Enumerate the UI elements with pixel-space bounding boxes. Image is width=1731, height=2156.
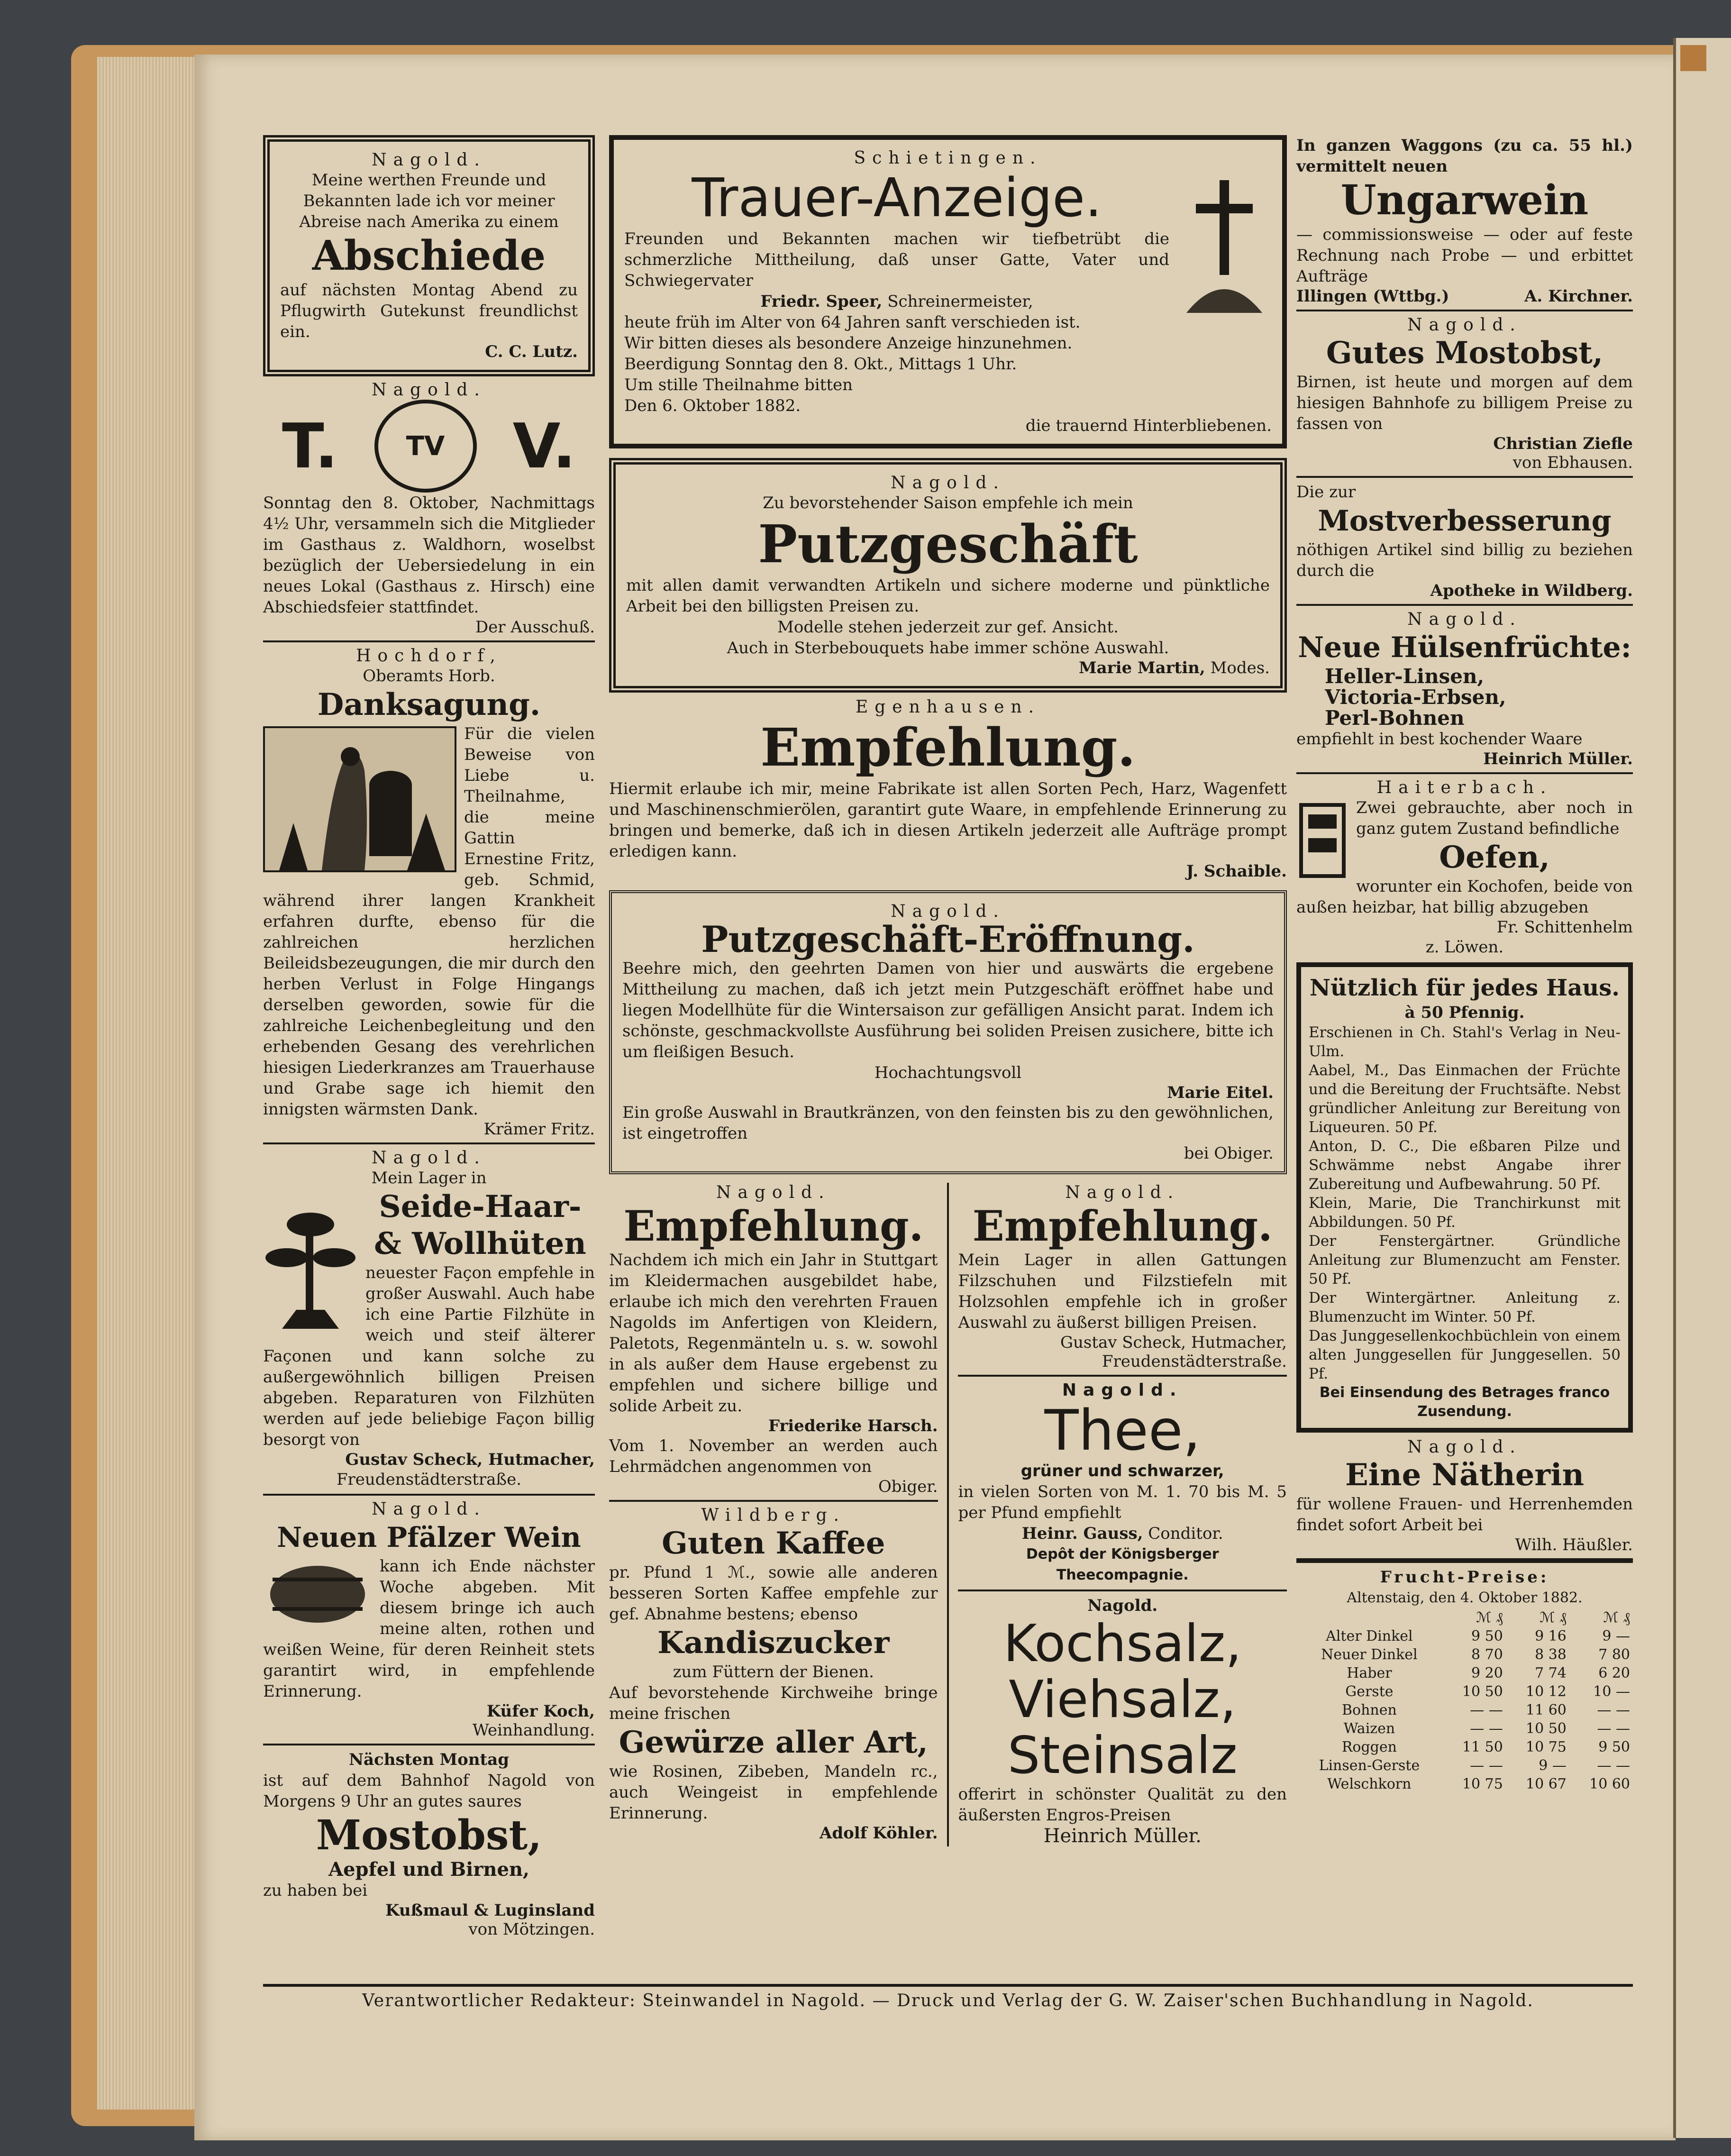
price-low: 7 80 (1598, 1646, 1630, 1663)
ad-price: à 50 Pfennig. (1404, 1003, 1525, 1022)
ad-text: Um stille Theilnahme bitten (624, 375, 853, 394)
product-item: Victoria-Erbsen, (1325, 685, 1506, 709)
unit-label: ₰ (1559, 1609, 1567, 1626)
ad-heading: Oefen, (1439, 840, 1550, 875)
ad-subheading: grüner und schwarzer, (1020, 1462, 1224, 1480)
ad-subplace: Oberamts Horb. (363, 667, 495, 685)
ad-signature: Adolf Köhler. (819, 1824, 938, 1843)
prices-heading: Frucht-Preise: (1380, 1568, 1549, 1587)
ad-heading: & Wollhüten (374, 1226, 586, 1261)
ad-place: Nagold. (1407, 315, 1522, 335)
ad-signature: Küfer Koch, (486, 1702, 595, 1721)
grain-name: Roggen (1341, 1739, 1397, 1755)
memorial-cross-icon (1177, 171, 1272, 313)
ad-subheading: Aepfel und Birnen, (328, 1858, 529, 1881)
ad-signature-title: Modes. (1210, 658, 1270, 677)
wine-barrel-icon (263, 1559, 372, 1630)
ad-signature: Heinr. Gauss, (1021, 1524, 1143, 1543)
ad-text: Für die vielen Beweise von Liebe u. Theilnahme, die meine Gattin Ernestine Fritz, geb. Schmid, während ihrer langen Krankheit erfahren durfte, ebenso für die zahlreichen herzlichen Beileidsbezeugungen, die mir durch den herben Verlust in Folge Hingangs derselben geworden, sowie für die zahlreiche Leichenbegleitung und den erhebenden Gesang des verehrlichen hiesigen Liederkranzes am Trauerhause und Grabe sage ich hiemit den innigsten wärmsten Dank. (263, 724, 595, 1119)
ad-danksagung (263, 646, 595, 1139)
ad-footer: Bei Einsendung des Betrages franco Zusendung. (1319, 1384, 1610, 1420)
ad-intro: Nächsten Montag (348, 1750, 510, 1769)
price-mid: 11 60 (1526, 1702, 1567, 1718)
grain-name: Gerste (1345, 1683, 1394, 1700)
product-item: Perl-Bohnen (1325, 706, 1465, 730)
ad-text: Wir bitten dieses als besondere Anzeige hinzunehmen. (624, 334, 1073, 353)
ad-text: worunter ein Kochofen, beide von außen heizbar, hat billig abzugeben (1296, 877, 1633, 917)
price-low: — — (1597, 1720, 1630, 1737)
price-low: 9 — (1602, 1628, 1630, 1644)
ad-heading: Nützlich für jedes Haus. (1310, 975, 1620, 1001)
facing-page-edge (1673, 38, 1731, 2138)
ad-trauer-anzeige (609, 135, 1287, 448)
table-row (1296, 1756, 1633, 1775)
table-row (1296, 1738, 1633, 1756)
ad-buecher (1296, 962, 1633, 1433)
ad-text: mit allen damit verwandten Artikeln und sichere moderne und pünktliche Arbeit bei den billigsten Preisen zu. (626, 576, 1270, 616)
ad-text: neuester Façon empfehle in großer Auswahl. Auch habe ich eine Partie Filzhüte in weich und steif älterer Façonen und kann solche zu außergewöhnlich billigen Preisen abgeben. Reparaturen von Filzhüten werden auf jede beliebige Façon billig besorgt von (263, 1263, 595, 1449)
ad-text: Nachdem ich mich ein Jahr in Stuttgart im Kleidermachen ausgebildet habe, erlaube ich mich den verehrten Frauen Nagolds im Anfertigen von Kleidern, Paletots, Regenmänteln u. s. w. sowohl in als außer dem Hause ergebenst zu empfehlen und sichere billige und solide Arbeit zu. (609, 1251, 938, 1416)
ad-heading: Gewürze aller Art, (619, 1725, 928, 1760)
ad-text: empfiehlt in best kochender Waare (1296, 730, 1583, 749)
ad-place: Nagold. (1062, 1380, 1183, 1400)
ad-text: ist auf dem Bahnhof Nagold von Morgens 9 Uhr an gutes saures (263, 1771, 595, 1811)
ad-signature: Kußmaul & Luginsland (385, 1901, 595, 1920)
prices-table (1296, 1608, 1633, 1793)
ad-signature: Gustav Scheck, Hutmacher, (1060, 1333, 1287, 1352)
book-item: Aabel, M., Das Einmachen der Früchte und die Bereitung der Fruchtsäfte. Nebst gründlicher Anleitung zur Bereitung von Liqueuren. 50 Pf. (1309, 1062, 1621, 1136)
price-mid: 10 50 (1526, 1720, 1567, 1737)
price-high: 9 20 (1471, 1665, 1503, 1681)
ad-heading: Trauer-Anzeige. (692, 167, 1102, 229)
ad-signature: Marie Eitel. (1167, 1083, 1274, 1102)
ad-ungarwein (1296, 135, 1633, 306)
grain-name: Haber (1347, 1665, 1392, 1681)
ad-heading: Neue Hülsenfrüchte: (1298, 631, 1631, 664)
table-header-row (1296, 1608, 1633, 1627)
price-high: 8 70 (1471, 1646, 1503, 1663)
imprint-footer: Verantwortlicher Redakteur: Steinwandel in Nagold. — Druck und Verlag der G. W. Zaiser'schen Buchhandlung in Nagold. (362, 1991, 1534, 2010)
ad-text: Auch in Sterbebouquets habe immer schöne Auswahl. (727, 639, 1169, 658)
ad-empfehlung-harsch (609, 1183, 938, 1496)
ad-mostverbesserung (1296, 482, 1633, 600)
ad-text: Sonntag den 8. Oktober, Nachmittags 4½ Uhr, versammeln sich die Mitglieder im Gasthaus z. Waldhorn, woselbst bezüglich der Uebersiedelung in ein neues Lokal (Gasthaus z. Hirsch) eine Abschiedsfeier stattfindet. (263, 493, 595, 617)
unit-label: ₰ (1495, 1609, 1503, 1626)
unit-label: ₰ (1623, 1609, 1630, 1626)
price-low: 10 60 (1589, 1776, 1630, 1792)
column-middle (609, 135, 1287, 1846)
ad-date: Den 6. Oktober 1882. (624, 396, 801, 415)
ad-signature-line: Freudenstädterstraße. (336, 1470, 522, 1489)
ad-heading: Kochsalz, (1003, 1614, 1242, 1673)
ad-text: pr. Pfund 1 ℳ., sowie alle anderen besseren Sorten Kaffee empfehle zur gef. Abnahme bestens; ebenso (609, 1563, 938, 1624)
ad-text: für wollene Frauen- und Herrenhemden findet sofort Arbeit bei (1296, 1495, 1633, 1535)
ad-signature: A. Kirchner. (1524, 287, 1633, 306)
table-row (1296, 1664, 1633, 1682)
ad-signature: Heinrich Müller. (1043, 1825, 1202, 1847)
ad-signature: die trauernd Hinterbliebenen. (1025, 416, 1272, 435)
ad-wein (263, 1499, 595, 1740)
ad-text: Beehre mich, den geehrten Damen von hier und auswärts die ergebene Mittheilung zu machen, daß ich jetzt mein Putzgeschäft eröffnet habe und liegen Modellhüte für die Wintersaison zur gefälligen Ansicht parat. Indem ich schönste, geschmackvollste Ausführung bei soliden Preisen zusichere, bitte ich um fleißigen Besuch. (622, 959, 1274, 1061)
tv-letter-v: V. (512, 410, 576, 482)
ad-greeting: Hochachtungsvoll (874, 1063, 1022, 1082)
book-item: Das Junggesellenkochbüchlein von einem alten Junggesellen für Junggesellen. 50 Pf. (1309, 1327, 1621, 1382)
ad-abschiede (263, 135, 595, 376)
price-high: 10 50 (1462, 1683, 1503, 1700)
price-high: — — (1470, 1702, 1503, 1718)
price-high: — — (1470, 1757, 1503, 1774)
price-low: 6 20 (1598, 1665, 1630, 1681)
price-low: 10 — (1593, 1683, 1630, 1700)
ad-signature: Gustav Scheck, Hutmacher, (345, 1450, 595, 1469)
ad-oefen (1296, 778, 1633, 958)
ad-intro: Erschienen in Ch. Stahl's Verlag in Neu-Ulm. (1309, 1024, 1621, 1060)
ad-signature-line: Freudenstädterstraße. (1102, 1352, 1287, 1371)
ad-place: Nagold. (372, 1148, 486, 1168)
footer-rule (263, 1984, 1633, 1987)
ad-place: Nagold. (716, 1183, 831, 1202)
ad-signature: C. C. Lutz. (485, 342, 578, 361)
fruchtpreise-table-block (1296, 1567, 1633, 1793)
price-high: 10 75 (1462, 1776, 1503, 1792)
ad-place: Nagold. (891, 473, 1005, 493)
price-mid: 10 12 (1526, 1683, 1567, 1700)
ad-signature-line: von Ebhausen. (1512, 453, 1633, 472)
ad-intro: Zu bevorstehender Saison empfehle ich mein (763, 493, 1133, 512)
ad-signature: Fr. Schittenhelm (1496, 918, 1633, 937)
ad-text: Meine werthen Freunde und Bekannten lade ich vor meiner Abreise nach Amerika zu einem (299, 171, 559, 231)
price-high: 11 50 (1462, 1739, 1503, 1755)
grain-name: Linsen-Gerste (1319, 1757, 1420, 1774)
ad-signature: Friederike Harsch. (768, 1416, 938, 1435)
ad-heading: Gutes Mostobst, (1326, 335, 1603, 371)
ad-heading: Danksagung. (317, 687, 541, 722)
ad-signature: Heinrich Müller. (1483, 749, 1633, 768)
ad-text: Auf bevorstehende Kirchweihe bringe meine frischen (609, 1683, 938, 1723)
table-row (1296, 1627, 1633, 1645)
price-mid: 9 — (1539, 1757, 1567, 1774)
ad-heading: Putzgeschäft-Eröffnung. (701, 918, 1195, 960)
ad-heading: Mostobst, (316, 1811, 542, 1859)
ad-signature: Marie Martin, (1079, 658, 1205, 677)
ad-heading: Steinsalz (1007, 1726, 1238, 1785)
ad-text: Ein große Auswahl in Brautkränzen, von den feinsten bis zu den gewöhnlichen, ist eingetroffen (622, 1103, 1274, 1143)
ad-signature-title: Conditor. (1148, 1524, 1223, 1543)
ad-place: Schietingen. (854, 148, 1042, 168)
ad-heading: Eine Nätherin (1345, 1457, 1584, 1493)
ad-mostobst (263, 1749, 595, 1939)
ad-text: Vom 1. November an werden auch Lehrmädchen angenommen von (609, 1436, 938, 1476)
ad-text: zum Füttern der Bienen. (673, 1663, 874, 1681)
ad-heading: Viehsalz, (1009, 1670, 1237, 1729)
ad-signature: Krämer Fritz. (483, 1120, 595, 1139)
ad-heading: Thee, (1044, 1398, 1201, 1463)
price-mid: 10 67 (1526, 1776, 1567, 1792)
book-item: Klein, Marie, Die Tranchirkunst mit Abbildungen. 50 Pf. (1309, 1195, 1621, 1231)
ad-putzgeschaeft (609, 458, 1287, 693)
ad-text: — commissionsweise — oder auf feste Rechnung nach Probe — und erbittet Aufträge (1296, 225, 1633, 286)
ad-text: zu haben bei (263, 1881, 368, 1900)
price-mid: 9 16 (1535, 1628, 1567, 1644)
bookmark-tab (1680, 45, 1706, 71)
ad-signature-line: Weinhandlung. (472, 1721, 595, 1740)
tv-letter-t: T. (282, 410, 338, 482)
ad-heading: Kandiszucker (657, 1625, 890, 1661)
price-mid: 8 38 (1535, 1646, 1567, 1663)
ad-signature-line: von Mötzingen. (468, 1920, 595, 1939)
ad-signature: Christian Ziefle (1493, 434, 1633, 453)
ad-place: Nagold. (891, 902, 1005, 921)
ad-intro: Die zur (1296, 483, 1356, 502)
prices-subheading: Altenstaig, den 4. Oktober 1882. (1347, 1590, 1583, 1606)
ad-naeherin (1296, 1437, 1633, 1554)
turnverein-emblem-icon (374, 400, 477, 493)
ad-intro: Mein Lager in (371, 1169, 487, 1188)
ad-text: Freunden und Bekannten machen wir tiefbetrübt die schmerzliche Mittheilung, daß unser Gatte, Vater und Schwiegervater (624, 229, 1169, 290)
column-right (1296, 135, 1633, 1793)
ad-gutes-mostobst (1296, 315, 1633, 472)
ad-thee (958, 1380, 1287, 1586)
ad-text: Beerdigung Sonntag den 8. Okt., Mittags 1 Uhr. (624, 355, 1017, 374)
ad-text: Modelle stehen jederzeit zur gef. Ansicht. (777, 618, 1119, 637)
ad-heading: Empfehlung. (760, 717, 1136, 778)
ad-text: nöthigen Artikel sind billig zu beziehen durch die (1296, 540, 1633, 580)
book-item: Anton, D. C., Die eßbaren Pilze und Schwämme nebst Angabe ihrer Zubereitung und Aufbewahrung. 50 Pf. (1309, 1138, 1621, 1193)
ad-place: Haiterbach. (1376, 778, 1553, 797)
ad-depot: Depôt der Königsberger Theecompagnie. (1026, 1546, 1219, 1583)
ad-heading: Putzgeschäft (758, 513, 1138, 575)
ad-text: heute früh im Alter von 64 Jahren sanft verschieden ist. (624, 313, 1081, 332)
table-row (1296, 1645, 1633, 1664)
ad-signature: Apotheke in Wildberg. (1430, 581, 1633, 600)
ad-hute (263, 1148, 595, 1490)
ad-empfehlung-scheck (958, 1183, 1287, 1371)
price-mid: 7 74 (1535, 1665, 1567, 1681)
grain-name: Bohnen (1341, 1702, 1397, 1718)
ad-signature-place: Illingen (Wttbg.) (1296, 287, 1449, 306)
ad-text: offerirt in schönster Qualität zu den äußersten Engros-Preisen (958, 1785, 1287, 1825)
unit-label: ℳ (1476, 1609, 1492, 1626)
ad-place: Nagold. (1065, 1183, 1180, 1202)
table-row (1296, 1775, 1633, 1793)
stove-icon (1296, 800, 1348, 881)
grain-name: Neuer Dinkel (1321, 1646, 1418, 1663)
ad-salz (958, 1595, 1287, 1846)
ad-turnverein (263, 380, 595, 637)
ad-signature: Wilh. Häußler. (1515, 1535, 1633, 1554)
ad-text: wie Rosinen, Zibeben, Mandeln rc., auch Weingeist in empfehlende Erinnerung. (609, 1762, 938, 1823)
ad-signature-line: z. Löwen. (1425, 938, 1504, 957)
book-item: Der Fenstergärtner. Gründliche Anleitung zur Blumenzucht am Fenster. 50 Pf. (1309, 1233, 1621, 1288)
emblem-text: TV (406, 430, 445, 462)
deceased-title: Schreinermeister, (887, 292, 1033, 311)
ad-kaffee (609, 1506, 938, 1843)
ad-heading: Empfehlung. (972, 1201, 1273, 1251)
price-low: — — (1597, 1757, 1630, 1774)
unit-label: ℳ (1603, 1609, 1619, 1626)
ad-text: auf nächsten Montag Abend zu Pflugwirth Gutekunst freundlichst ein. (280, 281, 578, 341)
grain-name: Welschkorn (1327, 1776, 1412, 1792)
price-high: 9 50 (1471, 1628, 1503, 1644)
ad-heading: Seide-Haar- (379, 1189, 582, 1224)
grain-name: Waizen (1343, 1720, 1395, 1737)
ad-place: Hochdorf, (356, 646, 502, 666)
ad-place: Nagold. (1087, 1596, 1158, 1615)
price-high: — — (1470, 1720, 1503, 1737)
deceased-name: Friedr. Speer, (760, 292, 883, 311)
ad-text: Mein Lager in allen Gattungen Filzschuhen und Filzstiefeln mit Holzsohlen empfehle ich in großer Auswahl zu äußerst billigen Preisen. (958, 1251, 1287, 1332)
ad-text: kann ich Ende nächster Woche abgeben. Mit diesem bringe ich auch meine alten, rothen und weißen Weine, für deren Reinheit stets garantirt wird, in empfehlende Erinnerung. (263, 1557, 595, 1701)
price-low: 9 50 (1598, 1739, 1630, 1755)
ad-heading: Neuen Pfälzer Wein (277, 1521, 581, 1553)
ad-place: Wildberg. (701, 1506, 846, 1525)
mourning-illustration-icon (263, 726, 456, 872)
ad-signature: Der Ausschuß. (475, 618, 595, 637)
ad-place: Nagold. (1407, 1437, 1522, 1457)
ad-text: Birnen, ist heute und morgen auf dem hiesigen Bahnhofe zu billigem Preise zu fassen von (1296, 373, 1633, 433)
table-row (1296, 1719, 1633, 1738)
ad-place: Nagold. (372, 1499, 486, 1519)
ad-place: Egenhausen. (855, 697, 1041, 717)
ad-text: Hiermit erlaube ich mir, meine Fabrikate ist allen Sorten Pech, Harz, Wagenfett und Maschinenschmierölen, garantirt gute Waare, in empfehlende Erinnerung zu bringen und bemerke, daß ich in diesen Artikeln jederzeit alle Aufträge prompt erledigen kann. (609, 779, 1287, 861)
ad-heading: Abschiede (312, 232, 546, 280)
grain-name: Alter Dinkel (1326, 1628, 1413, 1644)
ad-text: in vielen Sorten von M. 1. 70 bis M. 5 per Pfund empfiehlt (958, 1482, 1287, 1522)
ad-huelsenfruechte (1296, 610, 1633, 768)
ad-heading: Ungarwein (1340, 176, 1589, 224)
ad-heading: Empfehlung. (623, 1201, 924, 1251)
ad-place: Nagold. (372, 380, 486, 400)
table-row (1296, 1682, 1633, 1701)
price-mid: 10 75 (1526, 1739, 1567, 1755)
ad-place: Nagold. (1407, 610, 1522, 629)
unit-label: ℳ (1540, 1609, 1555, 1626)
ad-signature: J. Schaible. (1186, 862, 1287, 881)
book-item: Der Wintergärtner. Anleitung z. Blumenzucht im Winter. 50 Pf. (1309, 1289, 1621, 1325)
ad-place: Nagold. (372, 150, 486, 170)
ad-text-end: bei Obiger. (1184, 1144, 1274, 1163)
ad-intro: In ganzen Waggons (zu ca. 55 hl.) vermittelt neuen (1296, 136, 1633, 176)
ad-empfehlung-schaible (609, 697, 1287, 881)
ad-putzgeschaeft-eroeffnung (609, 890, 1287, 1174)
ad-heading: Guten Kaffee (662, 1526, 885, 1561)
hat-stand-icon (263, 1191, 358, 1334)
price-low: — — (1597, 1702, 1630, 1718)
column-left (263, 135, 595, 1939)
ad-text-end: Obiger. (878, 1477, 938, 1496)
ad-text: Zwei gebrauchte, aber noch in ganz gutem Zustand befindliche (1356, 798, 1633, 838)
table-row (1296, 1701, 1633, 1719)
ad-heading: Mostverbesserung (1318, 504, 1612, 538)
product-item: Heller-Linsen, (1325, 665, 1485, 688)
